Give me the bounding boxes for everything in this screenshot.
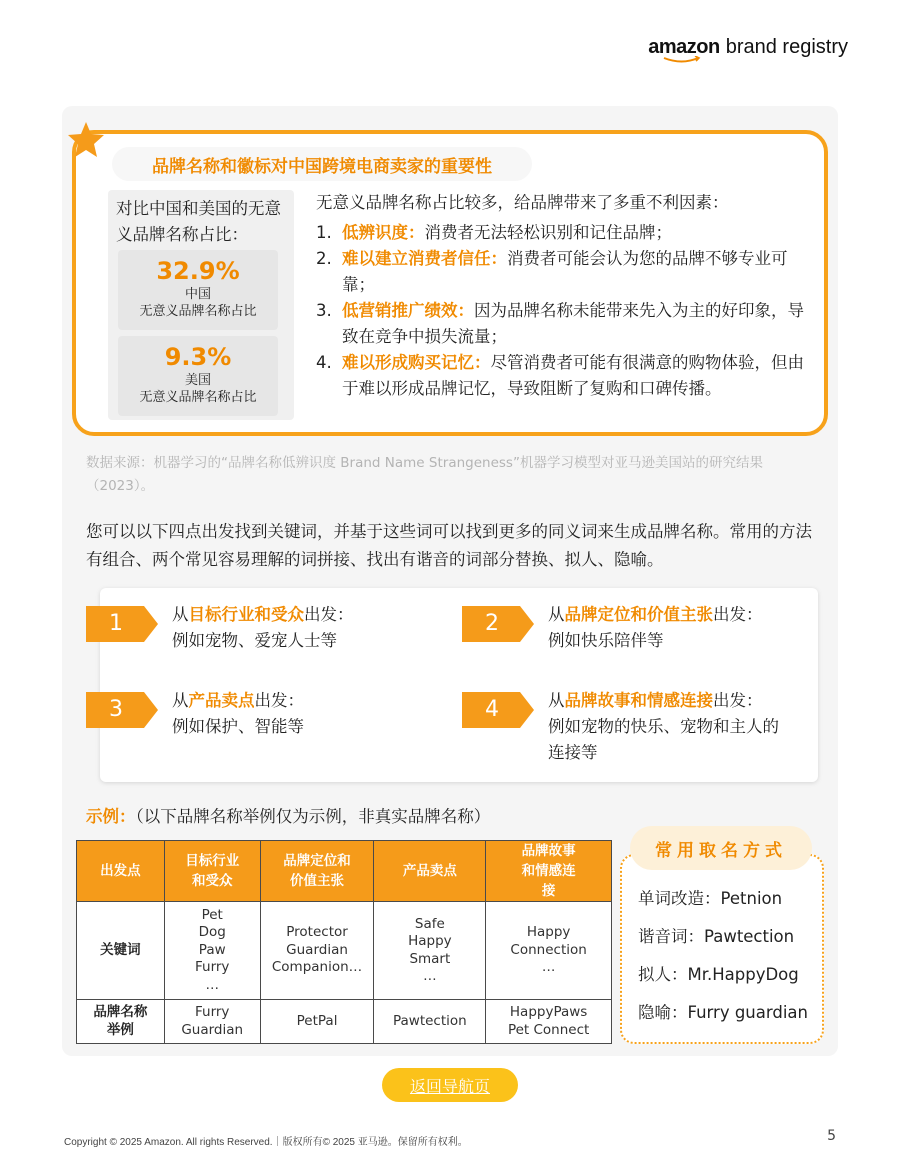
factor-text: 消费者可能会认为您的品牌不够专业可靠； <box>342 249 788 294</box>
factors-intro: 无意义品牌名称占比较多，给品牌带来了多重不利因素： <box>316 193 729 212</box>
cell-line: … <box>205 976 219 993</box>
factor-number: 3. <box>316 301 332 320</box>
table-cell <box>260 1000 374 1044</box>
amazon-brand-registry-logo <box>648 36 848 59</box>
cell-line: Companion… <box>271 959 363 976</box>
cell-line: Pet Connect <box>507 1021 590 1038</box>
table-header <box>260 841 374 902</box>
factors-list <box>316 190 816 402</box>
cell-line: Furry <box>194 1004 230 1020</box>
step-post: 出发： <box>254 691 304 710</box>
stat-caption: 中国 <box>184 287 211 302</box>
cell-line: Safe <box>414 915 445 932</box>
table-cell <box>486 1000 612 1044</box>
step-key: 目标行业和受众 <box>188 605 304 624</box>
factor-item <box>316 246 816 298</box>
table-cell <box>164 1000 260 1044</box>
table-header: 产品卖点 <box>374 841 486 902</box>
cell-line: Happy <box>408 933 452 949</box>
factor-item <box>316 220 816 246</box>
cell-line: PetPal <box>296 1012 338 1029</box>
logo-amazon-text: amazon <box>648 36 720 58</box>
table-row <box>77 902 612 1000</box>
factor-key: 低营销推广绩效： <box>342 301 474 320</box>
method-item: 谐音词：Pawtection <box>638 927 795 946</box>
table-header <box>164 841 260 902</box>
step-pre: 从 <box>172 691 189 710</box>
factor-key: 难以建立消费者信任： <box>342 249 507 268</box>
cell-line: Guardian <box>286 941 348 958</box>
cell-line: Dog <box>198 924 226 941</box>
cell-line: Paw <box>198 941 226 958</box>
logo-brand-registry-text: brand registry <box>725 36 848 58</box>
factor-key: 难以形成购买记忆： <box>342 353 491 372</box>
table-header-text: 品牌定位和价值主张 <box>283 853 351 889</box>
step-pre: 从 <box>548 605 565 624</box>
cell-line: Guardian <box>181 1021 244 1038</box>
step-key: 品牌故事和情感连接 <box>564 691 713 710</box>
step-text <box>172 602 354 654</box>
method-item: 拟人：Mr.HappyDog <box>638 965 799 984</box>
cell-line: Connection <box>510 941 587 958</box>
step-number: 2 <box>485 611 499 636</box>
step-number: 1 <box>109 611 123 636</box>
step-3 <box>86 692 304 740</box>
step-4 <box>462 692 788 766</box>
factor-number: 2. <box>316 249 332 268</box>
cell-line: Protector <box>286 924 348 941</box>
table-cell <box>374 1000 486 1044</box>
table-header <box>486 841 612 902</box>
table-cell <box>164 902 260 1000</box>
page-number: 5 <box>827 1128 836 1144</box>
keyword-table <box>76 840 612 1044</box>
step-arrow-icon <box>462 692 534 728</box>
factor-text: 因为品牌名称未能带来先入为主的好印象，导致在竞争中损失流量； <box>342 301 804 346</box>
step-1 <box>86 606 354 654</box>
row-label <box>77 1000 165 1044</box>
factor-number: 4. <box>316 353 332 372</box>
cell-line: … <box>541 959 556 976</box>
data-source-note: 数据来源：机器学习的“品牌名称低辨识度 Brand Name Strangeness”机器学习模型对亚马逊美国站的研究结果（2023）。 <box>86 455 763 494</box>
factor-number: 1. <box>316 223 332 242</box>
example-note: （以下品牌名称举例仅为示例，非真实品牌名称） <box>135 807 491 826</box>
step-key: 品牌定位和价值主张 <box>564 605 713 624</box>
stat-card-usa <box>118 336 278 416</box>
table-header-row <box>77 841 612 902</box>
stat-caption: 无意义品牌名称占比 <box>139 390 257 405</box>
step-post: 出发： <box>713 605 763 624</box>
step-pre: 从 <box>548 691 565 710</box>
methods-title: 常用取名方式 <box>630 826 812 870</box>
factor-key: 低辨识度： <box>342 223 425 242</box>
copyright-footer: Copyright © 2025 Amazon. All rights Reserved.｜版权所有© 2025 亚马逊。保留所有权利。 <box>64 1137 468 1148</box>
importance-title: 品牌名称和徽标对中国跨境电商卖家的重要性 <box>112 147 532 181</box>
table-header-text: 品牌故事和情感连接 <box>521 843 576 899</box>
table-cell <box>486 902 612 1000</box>
table-header: 出发点 <box>77 841 165 902</box>
cell-line: … <box>423 968 437 984</box>
table-header-text: 目标行业和受众 <box>185 853 240 889</box>
back-to-nav-button[interactable]: 返回导航页 <box>382 1068 518 1102</box>
stat-caption: 美国 <box>184 373 211 388</box>
row-label-text: 品牌名称举例 <box>93 1004 148 1038</box>
method-item: 隐喻：Furry guardian <box>638 1003 808 1022</box>
step-arrow-icon <box>462 606 534 642</box>
step-text <box>172 688 304 740</box>
step-arrow-icon <box>86 606 158 642</box>
table-cell <box>374 902 486 1000</box>
step-example: 例如保护、智能等 <box>172 717 304 736</box>
step-example: 例如宠物的快乐、宠物和主人的连接等 <box>548 717 779 762</box>
step-example: 例如快乐陪伴等 <box>548 631 664 650</box>
stat-value: 9.3% <box>164 343 232 371</box>
step-post: 出发： <box>304 605 354 624</box>
table-cell <box>260 902 374 1000</box>
step-pre: 从 <box>172 605 189 624</box>
cell-line: Happy <box>526 924 571 941</box>
cell-line: Pet <box>201 906 223 923</box>
table-row <box>77 1000 612 1044</box>
step-text <box>548 688 788 766</box>
cell-line: HappyPaws <box>509 1004 588 1020</box>
row-label: 关键词 <box>77 902 165 1000</box>
naming-methods-box <box>620 826 822 1042</box>
cell-line: Pawtection <box>392 1012 467 1029</box>
factor-item <box>316 350 816 402</box>
factor-text: 尽管消费者可能有很满意的购物体验，但由于难以形成品牌记忆，导致阻断了复购和口碑传播。 <box>342 353 804 398</box>
cell-line: Furry <box>194 959 230 976</box>
stat-caption: 无意义品牌名称占比 <box>139 304 257 319</box>
step-number: 3 <box>109 697 123 722</box>
amazon-smile-icon <box>662 56 702 64</box>
stat-value: 32.9% <box>156 257 240 285</box>
factor-text: 消费者无法轻松识别和记住品牌； <box>424 223 672 242</box>
step-text <box>548 602 763 654</box>
compare-label: 对比中国和美国的无意义品牌名称占比： <box>116 199 281 244</box>
methods-list <box>638 880 808 1032</box>
step-number: 4 <box>485 697 499 722</box>
step-example: 例如宠物、爱宠人士等 <box>172 631 337 650</box>
star-icon <box>66 120 106 160</box>
method-item: 单词改造：Petnion <box>638 889 783 908</box>
intro-paragraph: 您可以以下四点出发找到关键词，并基于这些词可以找到更多的同义词来生成品牌名称。常用的方法有组合、两个常见容易理解的词拼接、找出有谐音的词部分替换、拟人、隐喻。 <box>86 522 812 569</box>
example-label: 示例： <box>86 807 136 826</box>
factor-item <box>316 298 816 350</box>
cell-line: Smart <box>409 950 451 967</box>
step-2 <box>462 606 763 654</box>
step-key: 产品卖点 <box>188 691 255 710</box>
step-post: 出发： <box>713 691 763 710</box>
step-arrow-icon <box>86 692 158 728</box>
example-heading <box>86 803 490 827</box>
stat-card-china <box>118 250 278 330</box>
